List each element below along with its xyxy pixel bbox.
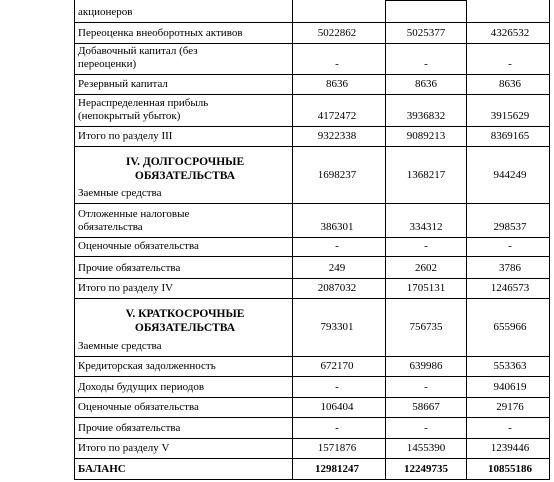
value-cell-3: 29176 [496,401,524,413]
row-rule [74,256,550,257]
value-cell-2: - [424,381,428,393]
value-cell-1: 249 [328,262,346,274]
value-cell-1: 4172472 [317,110,357,122]
value-cell-1: 1571876 [317,442,357,454]
value-cell-2: 334312 [409,221,443,233]
value-cell-3: 3915629 [490,110,530,122]
value-cell-1: 5022862 [317,27,357,39]
value-cell-3: - [508,240,512,252]
value-cell-1: 2087032 [317,282,357,294]
value-cell-2: 1455390 [406,442,446,454]
row-rule [74,22,550,23]
value-cell-1: 793301 [320,321,354,333]
value-cell-2: 9089213 [406,130,446,142]
value-cell-1: 12981247 [315,463,359,475]
row-rule [74,237,550,238]
value-cell-3: 3786 [499,262,521,274]
row-rule [74,479,550,480]
value-cell-2: 1368217 [406,169,446,181]
value-cell-3: 298537 [493,221,527,233]
value-cell-3: - [508,422,512,434]
value-cell-3: 655966 [493,321,527,333]
row-label: Прочие обязательства [78,422,181,434]
value-cell-2: 3936832 [406,110,446,122]
row-rule [74,126,550,127]
value-cell-2: - [424,422,428,434]
row-label: Итого по разделу V [78,442,170,454]
row-label: Добавочный капитал (без [78,45,198,57]
row-label: обязательства [78,221,143,233]
row-label: Итого по разделу III [78,130,173,142]
value-cell-2: 639986 [409,360,443,372]
row-rule [74,356,550,357]
section-heading: ОБЯЗАТЕЛЬСТВА [134,322,236,334]
value-cell-1: 672170 [320,360,354,372]
row-rule [74,438,550,439]
value-cell-3: 4326532 [490,27,530,39]
row-rule [74,74,550,75]
row-label: Прочие обязательства [78,262,181,274]
value-cell-3: 8636 [499,78,521,90]
section-heading: IV. ДОЛГОСРОЧНЫЕ [125,156,245,168]
value-cell-3: 10855186 [488,463,532,475]
value-cell-3: - [508,58,512,70]
row-rule [74,376,550,377]
row-rule [74,278,550,279]
value-cell-1: 8636 [326,78,348,90]
value-cell-3: 1239446 [490,442,530,454]
value-cell-3: 940619 [493,381,527,393]
row-rule [385,0,467,1]
row-label: Итого по разделу IV [78,282,174,294]
row-label: БАЛАНС [78,463,126,475]
row-rule [74,298,550,299]
value-cell-1: 9322338 [317,130,357,142]
row-rule [74,458,550,459]
value-cell-2: - [424,58,428,70]
column-rule [466,0,467,480]
value-cell-3: 8369165 [490,130,530,142]
value-cell-1: - [335,422,339,434]
row-label: Резервный капитал [78,78,168,90]
value-cell-2: 8636 [415,78,437,90]
row-rule [74,203,550,204]
value-cell-2: 12249735 [404,463,448,475]
section-heading: ОБЯЗАТЕЛЬСТВА [134,170,236,182]
row-label: переоценки) [78,58,137,70]
row-label: Кредиторская задолженность [78,360,216,372]
row-label: Доходы будущих периодов [78,381,205,393]
value-cell-2: 58667 [412,401,440,413]
row-label: акционеров [78,6,133,18]
row-label: Отложенные налоговые [78,208,190,220]
value-cell-3: 1246573 [490,282,530,294]
value-cell-1: - [335,58,339,70]
value-cell-1: - [335,240,339,252]
value-cell-1: 106404 [320,401,354,413]
value-cell-1: 386301 [320,221,354,233]
row-rule [74,397,550,398]
row-label: Заемные средства [78,187,162,199]
value-cell-2: 5025377 [406,27,446,39]
value-cell-2: 2602 [415,262,437,274]
row-rule [74,146,550,147]
row-label: Оценочные обязательства [78,401,199,413]
value-cell-1: - [335,381,339,393]
column-rule [74,0,75,480]
value-cell-2: 756735 [409,321,443,333]
value-cell-3: 553363 [493,360,527,372]
section-heading: V. КРАТКОСРОЧНЫЕ [125,308,245,320]
value-cell-1: 1698237 [317,169,357,181]
value-cell-2: 1705131 [406,282,446,294]
row-label: Переоценка внеоборотных активов [78,27,243,39]
row-label: Нераспределенная прибыль [78,97,209,109]
row-rule [74,43,550,44]
row-rule [74,417,550,418]
row-label: Оценочные обязательства [78,240,199,252]
value-cell-2: - [424,240,428,252]
row-label: Заемные средства [78,340,162,352]
row-rule [74,94,550,95]
row-label: (непокрытый убыток) [78,110,181,122]
value-cell-3: 944249 [493,169,527,181]
